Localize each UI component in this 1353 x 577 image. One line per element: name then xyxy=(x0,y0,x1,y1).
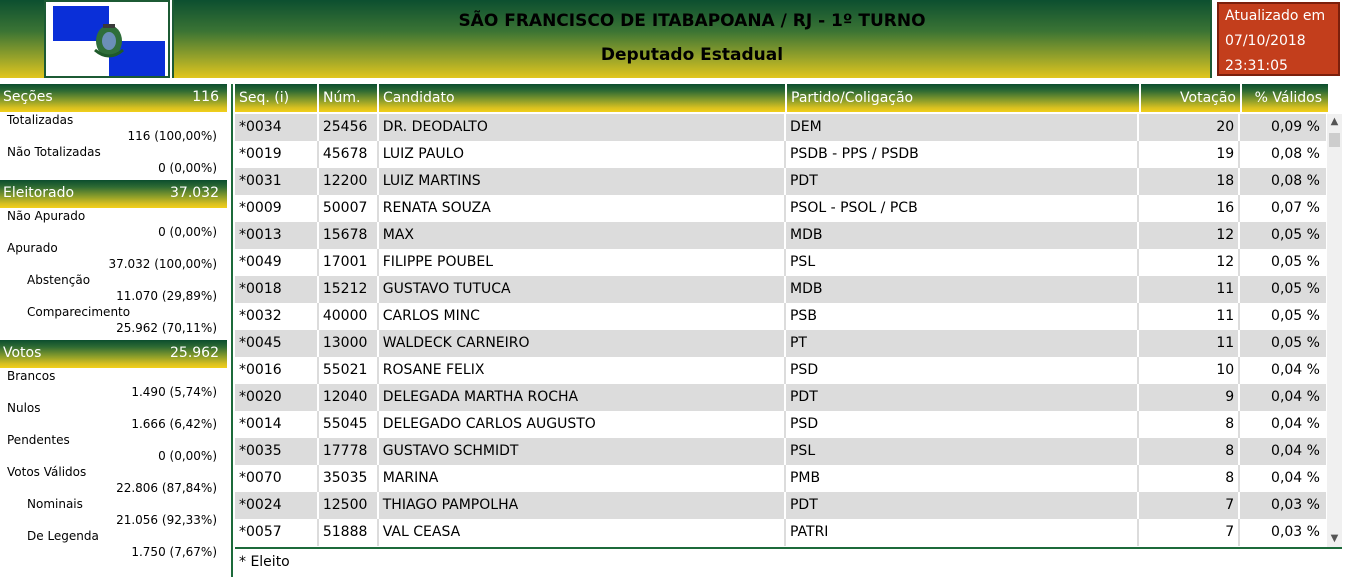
cell-partido: PSDB - PPS / PSDB xyxy=(786,141,1139,168)
table-row[interactable] xyxy=(235,519,1326,546)
votos-validos-label: Votos Válidos xyxy=(7,465,87,479)
cell-partido: PMB xyxy=(786,465,1139,492)
cell-partido: PDT xyxy=(786,384,1139,411)
updated-label: Atualizado em xyxy=(1225,8,1326,24)
cell-partido: PSD xyxy=(786,411,1139,438)
brancos-label: Brancos xyxy=(7,369,56,383)
cell-pct-validos: 0,09 % xyxy=(1271,119,1320,135)
legenda-label: De Legenda xyxy=(27,529,99,543)
cell-num: 51888 xyxy=(319,519,379,546)
cell-votacao: 10 xyxy=(1139,357,1240,384)
cell-seq: *0032 xyxy=(235,303,319,330)
pendentes-label: Pendentes xyxy=(7,433,70,447)
cell-votacao: 11 xyxy=(1139,303,1240,330)
table-row[interactable] xyxy=(235,303,1326,330)
brancos-value: 1.490 (5,74%) xyxy=(131,385,217,399)
footer-note: * Eleito xyxy=(239,554,290,570)
cell-candidato: FILIPPE POUBEL xyxy=(379,249,786,276)
cell-votacao: 20 xyxy=(1139,114,1240,141)
cell-seq: *0034 xyxy=(235,114,319,141)
cell-seq: *0014 xyxy=(235,411,319,438)
table-row[interactable] xyxy=(235,357,1326,384)
eleitorado-stats xyxy=(0,208,227,336)
footer-divider xyxy=(235,547,1342,549)
cell-votacao: 8 xyxy=(1139,465,1240,492)
cell-num: 25456 xyxy=(319,114,379,141)
cell-votacao: 8 xyxy=(1139,411,1240,438)
cell-num: 13000 xyxy=(319,330,379,357)
apurado-value: 37.032 (100,00%) xyxy=(108,257,217,271)
votos-validos-value: 22.806 (87,84%) xyxy=(116,481,217,495)
header-votacao[interactable]: Votação xyxy=(1141,84,1242,112)
cell-candidato: CARLOS MINC xyxy=(379,303,786,330)
table-row[interactable] xyxy=(235,384,1326,411)
table-row[interactable] xyxy=(235,249,1326,276)
cell-seq: *0019 xyxy=(235,141,319,168)
cell-candidato: MAX xyxy=(379,222,786,249)
cell-pct-validos: 0,08 % xyxy=(1271,173,1320,189)
cell-seq: *0016 xyxy=(235,357,319,384)
cell-partido: PDT xyxy=(786,168,1139,195)
nulos-label: Nulos xyxy=(7,401,41,415)
cell-pct-validos: 0,04 % xyxy=(1271,470,1320,486)
cell-partido: DEM xyxy=(786,114,1139,141)
cell-candidato: WALDECK CARNEIRO xyxy=(379,330,786,357)
cell-seq: *0035 xyxy=(235,438,319,465)
cell-votacao: 7 xyxy=(1139,519,1240,546)
cell-seq: *0045 xyxy=(235,330,319,357)
cell-candidato: RENATA SOUZA xyxy=(379,195,786,222)
cell-num: 15212 xyxy=(319,276,379,303)
nominais-label: Nominais xyxy=(27,497,83,511)
header-seq[interactable]: Seq. (i) xyxy=(235,84,319,112)
cell-partido: PT xyxy=(786,330,1139,357)
cell-seq: *0049 xyxy=(235,249,319,276)
pendentes-value: 0 (0,00%) xyxy=(158,449,217,463)
header-candidato[interactable]: Candidato xyxy=(379,84,787,112)
cell-candidato: DELEGADO CARLOS AUGUSTO xyxy=(379,411,786,438)
table-row[interactable] xyxy=(235,411,1326,438)
cell-pct-validos: 0,05 % xyxy=(1271,308,1320,324)
votos-stats xyxy=(0,368,227,560)
cell-pct-validos: 0,04 % xyxy=(1271,389,1320,405)
header xyxy=(0,0,1353,80)
cell-num: 55045 xyxy=(319,411,379,438)
cell-pct-validos: 0,03 % xyxy=(1271,497,1320,513)
cell-partido: PSL xyxy=(786,249,1139,276)
nao-totalizadas-label: Não Totalizadas xyxy=(7,145,101,159)
cell-num: 50007 xyxy=(319,195,379,222)
nao-apurado-value: 0 (0,00%) xyxy=(158,225,217,239)
cell-num: 17778 xyxy=(319,438,379,465)
cell-pct-validos: 0,05 % xyxy=(1271,281,1320,297)
table-row[interactable] xyxy=(235,141,1326,168)
cell-candidato: GUSTAVO TUTUCA xyxy=(379,276,786,303)
cell-pct-validos: 0,03 % xyxy=(1271,524,1320,540)
cell-partido: PSB xyxy=(786,303,1139,330)
votos-value: 25.962 xyxy=(170,345,219,361)
scroll-thumb[interactable] xyxy=(1329,133,1340,147)
cell-votacao: 7 xyxy=(1139,492,1240,519)
cell-votacao: 16 xyxy=(1139,195,1240,222)
cell-votacao: 11 xyxy=(1139,330,1240,357)
totalizadas-value: 116 (100,00%) xyxy=(127,129,217,143)
table-header xyxy=(235,84,1342,112)
cell-candidato: LUIZ PAULO xyxy=(379,141,786,168)
rio-de-janeiro-flag-icon xyxy=(53,6,165,76)
updated-box xyxy=(1217,2,1340,76)
header-title-area xyxy=(172,0,1212,78)
scroll-down-icon[interactable]: ▼ xyxy=(1330,533,1339,544)
cell-seq: *0009 xyxy=(235,195,319,222)
cell-candidato: LUIZ MARTINS xyxy=(379,168,786,195)
header-num[interactable]: Núm. xyxy=(319,84,379,112)
cell-pct-validos: 0,04 % xyxy=(1271,416,1320,432)
legenda-value: 1.750 (7,67%) xyxy=(131,545,217,559)
nao-apurado-label: Não Apurado xyxy=(7,209,86,223)
scroll-up-icon[interactable]: ▲ xyxy=(1330,116,1339,127)
eleitorado-header xyxy=(0,180,227,208)
cell-votacao: 8 xyxy=(1139,438,1240,465)
cell-pct-validos: 0,05 % xyxy=(1271,335,1320,351)
cell-pct-validos: 0,05 % xyxy=(1271,227,1320,243)
cell-partido: PSOL - PSOL / PCB xyxy=(786,195,1139,222)
office-title: Deputado Estadual xyxy=(600,45,784,65)
comparecimento-value: 25.962 (70,11%) xyxy=(116,321,217,335)
table-row[interactable] xyxy=(235,465,1326,492)
votos-header xyxy=(0,340,227,368)
header-partido[interactable]: Partido/Coligação xyxy=(787,84,1141,112)
cell-seq: *0013 xyxy=(235,222,319,249)
cell-pct-validos: 0,05 % xyxy=(1271,254,1320,270)
flag-frame xyxy=(44,0,170,78)
cell-num: 15678 xyxy=(319,222,379,249)
cell-num: 12200 xyxy=(319,168,379,195)
cell-seq: *0024 xyxy=(235,492,319,519)
table-row[interactable] xyxy=(235,114,1326,141)
cell-partido: PDT xyxy=(786,492,1139,519)
summary-panel xyxy=(0,84,227,577)
cell-votacao: 12 xyxy=(1139,249,1240,276)
secoes-label: Seções xyxy=(3,89,53,105)
cell-pct-validos: 0,07 % xyxy=(1271,200,1320,216)
header-left-band xyxy=(0,0,44,78)
comparecimento-label: Comparecimento xyxy=(27,305,131,319)
cell-candidato: GUSTAVO SCHMIDT xyxy=(379,438,786,465)
eleitorado-value: 37.032 xyxy=(170,185,219,201)
cell-pct-validos: 0,04 % xyxy=(1271,443,1320,459)
cell-candidato: DR. DEODALTO xyxy=(379,114,786,141)
updated-time: 23:31:05 xyxy=(1225,58,1288,74)
secoes-header xyxy=(0,84,227,112)
cell-pct-validos: 0,08 % xyxy=(1271,146,1320,162)
nominais-value: 21.056 (92,33%) xyxy=(116,513,217,527)
cell-candidato: ROSANE FELIX xyxy=(379,357,786,384)
cell-num: 35035 xyxy=(319,465,379,492)
cell-candidato: MARINA xyxy=(379,465,786,492)
table-row[interactable] xyxy=(235,492,1326,519)
cell-partido: MDB xyxy=(786,222,1139,249)
nulos-value: 1.666 (6,42%) xyxy=(131,417,217,431)
cell-candidato: VAL CEASA xyxy=(379,519,786,546)
cell-candidato: DELEGADA MARTHA ROCHA xyxy=(379,384,786,411)
cell-partido: PSL xyxy=(786,438,1139,465)
eleitorado-label: Eleitorado xyxy=(3,185,75,201)
secoes-value: 116 xyxy=(192,89,219,105)
cell-partido: MDB xyxy=(786,276,1139,303)
cell-partido: PSD xyxy=(786,357,1139,384)
nao-totalizadas-value: 0 (0,00%) xyxy=(158,161,217,175)
abstencao-label: Abstenção xyxy=(27,273,91,287)
table-body xyxy=(235,114,1326,546)
cell-votacao: 12 xyxy=(1139,222,1240,249)
updated-date: 07/10/2018 xyxy=(1225,33,1306,49)
cell-seq: *0070 xyxy=(235,465,319,492)
cell-votacao: 11 xyxy=(1139,276,1240,303)
city-title: SÃO FRANCISCO DE ITABAPOANA / RJ - 1º TURNO xyxy=(458,11,926,31)
votos-label: Votos xyxy=(3,345,42,361)
table-row[interactable] xyxy=(235,168,1326,195)
results-table xyxy=(231,84,1341,577)
cell-seq: *0057 xyxy=(235,519,319,546)
cell-num: 17001 xyxy=(319,249,379,276)
cell-num: 12500 xyxy=(319,492,379,519)
vertical-scrollbar[interactable] xyxy=(1327,114,1342,547)
cell-seq: *0020 xyxy=(235,384,319,411)
table-row[interactable] xyxy=(235,438,1326,465)
table-row[interactable] xyxy=(235,330,1326,357)
table-row[interactable] xyxy=(235,222,1326,249)
cell-seq: *0018 xyxy=(235,276,319,303)
cell-candidato: THIAGO PAMPOLHA xyxy=(379,492,786,519)
table-row[interactable] xyxy=(235,276,1326,303)
cell-num: 55021 xyxy=(319,357,379,384)
cell-votacao: 19 xyxy=(1139,141,1240,168)
apurado-label: Apurado xyxy=(7,241,58,255)
cell-seq: *0031 xyxy=(235,168,319,195)
abstencao-value: 11.070 (29,89%) xyxy=(116,289,217,303)
cell-pct-validos: 0,04 % xyxy=(1271,362,1320,378)
table-row[interactable] xyxy=(235,195,1326,222)
cell-num: 45678 xyxy=(319,141,379,168)
cell-num: 12040 xyxy=(319,384,379,411)
header-pct-validos[interactable]: % Válidos xyxy=(1242,84,1328,112)
cell-partido: PATRI xyxy=(786,519,1139,546)
cell-votacao: 9 xyxy=(1139,384,1240,411)
secoes-stats xyxy=(0,112,227,176)
cell-num: 40000 xyxy=(319,303,379,330)
totalizadas-label: Totalizadas xyxy=(7,113,74,127)
cell-votacao: 18 xyxy=(1139,168,1240,195)
